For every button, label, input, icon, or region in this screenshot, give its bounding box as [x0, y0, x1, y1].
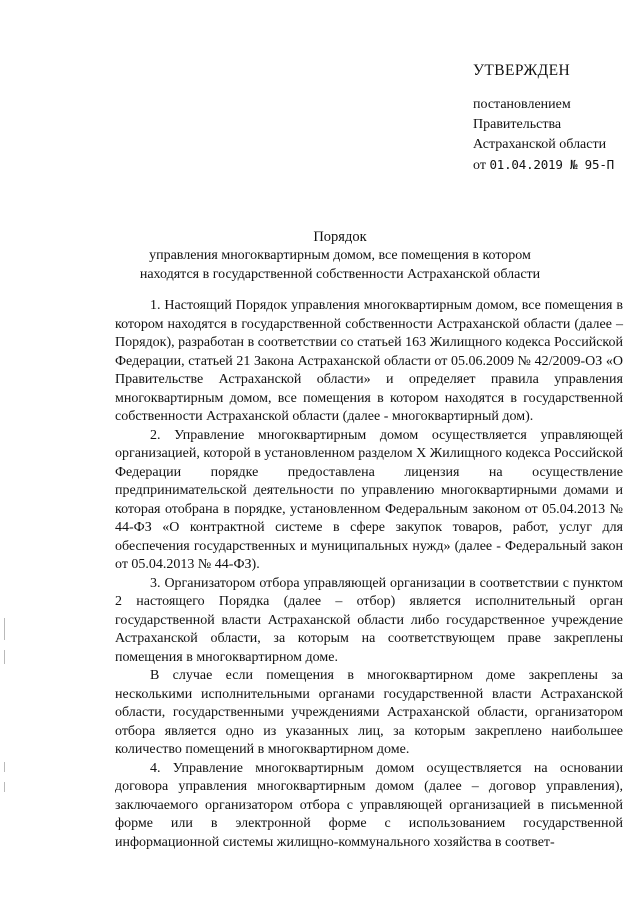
document-title [60, 228, 620, 284]
approval-line-2: Правительства [473, 117, 562, 132]
title-subtitle-line-2: находятся в государственной собственности Астраханской области [139, 266, 541, 282]
paragraph-4: 4. Управление многоквартирным домом осуществляется на основании договора управления многоквартирным домом (далее – договор управления), заключаемого организатором отбора с управляющей организацией в письменной форме или в электронной форме с использованием государственной информационной системы жилищно-коммунального хозяйства в соответ- [115, 760, 623, 850]
scan-mark [4, 782, 5, 792]
approval-stamp [473, 62, 633, 176]
paragraph-1: 1. Настоящий Порядок управления многоквартирным домом, все помещения в котором находятся в государственной собственности Астраханской области (далее – Порядок), разработан в соответствии со статьей 163 Жилищного кодекса Российской Федерации, статьей 21 Закона Астраханской области от 05.06.2009 № 42/2009-ОЗ «О Правительстве Астраханской области» и определяет правила управления многоквартирным домом, все помещения в котором находятся в государственной собственности Астраханской области (далее - многоквартирный дом). [115, 298, 623, 424]
paragraph-3-continued: В случае если помещения в многоквартирном доме закреплены за несколькими исполнительными органами государственной власти Астраханской области, государственными учреждениями Астраханской области, организатором отбора является одно из указанных лиц, за которым закреплено наибольшее количество помещений в многоквартирном доме. [115, 668, 623, 757]
scan-mark [4, 762, 5, 772]
scan-mark [4, 618, 5, 640]
paragraph-2: 2. Управление многоквартирным домом осуществляется управляющей организацией, которой в установленном разделом X Жилищного кодекса Российской Федерации порядке предоставлена лицензия на осуществление предпринимательской деятельности по управлению многоквартирными домами и которая отобрана в порядке, установленном Федеральным законом от 05.04.2013 № 44-ФЗ «О контрактной системе в сфере закупок товаров, работ, услуг для обеспечения государственных и муниципальных нужд» (далее - Федеральный закон от 05.04.2013 № 44-ФЗ). [115, 427, 623, 572]
paragraph-3: 3. Организатором отбора управляющей организации в соответствии с пунктом 2 настоящего Порядка (далее – отбор) является исполнительный орган государственной власти Астраханской области либо государственное учреждение Астраханской области, за которым на соответствующем праве закреплены помещения в многоквартирном доме. [115, 575, 623, 665]
scan-mark [4, 650, 5, 664]
approval-line-4: от 01.04.2019 № 95-П [473, 157, 614, 173]
document-body [115, 297, 623, 852]
approval-line-3: Астраханской области [473, 137, 607, 152]
title-subtitle-line-1: управления многоквартирным домом, все помещения в котором [149, 248, 531, 263]
approval-heading: УТВЕРЖДЕН [473, 62, 571, 79]
scan-edge-marks [0, 0, 10, 905]
title-main: Порядок [313, 229, 367, 245]
approval-line-1: постановлением [473, 97, 571, 112]
